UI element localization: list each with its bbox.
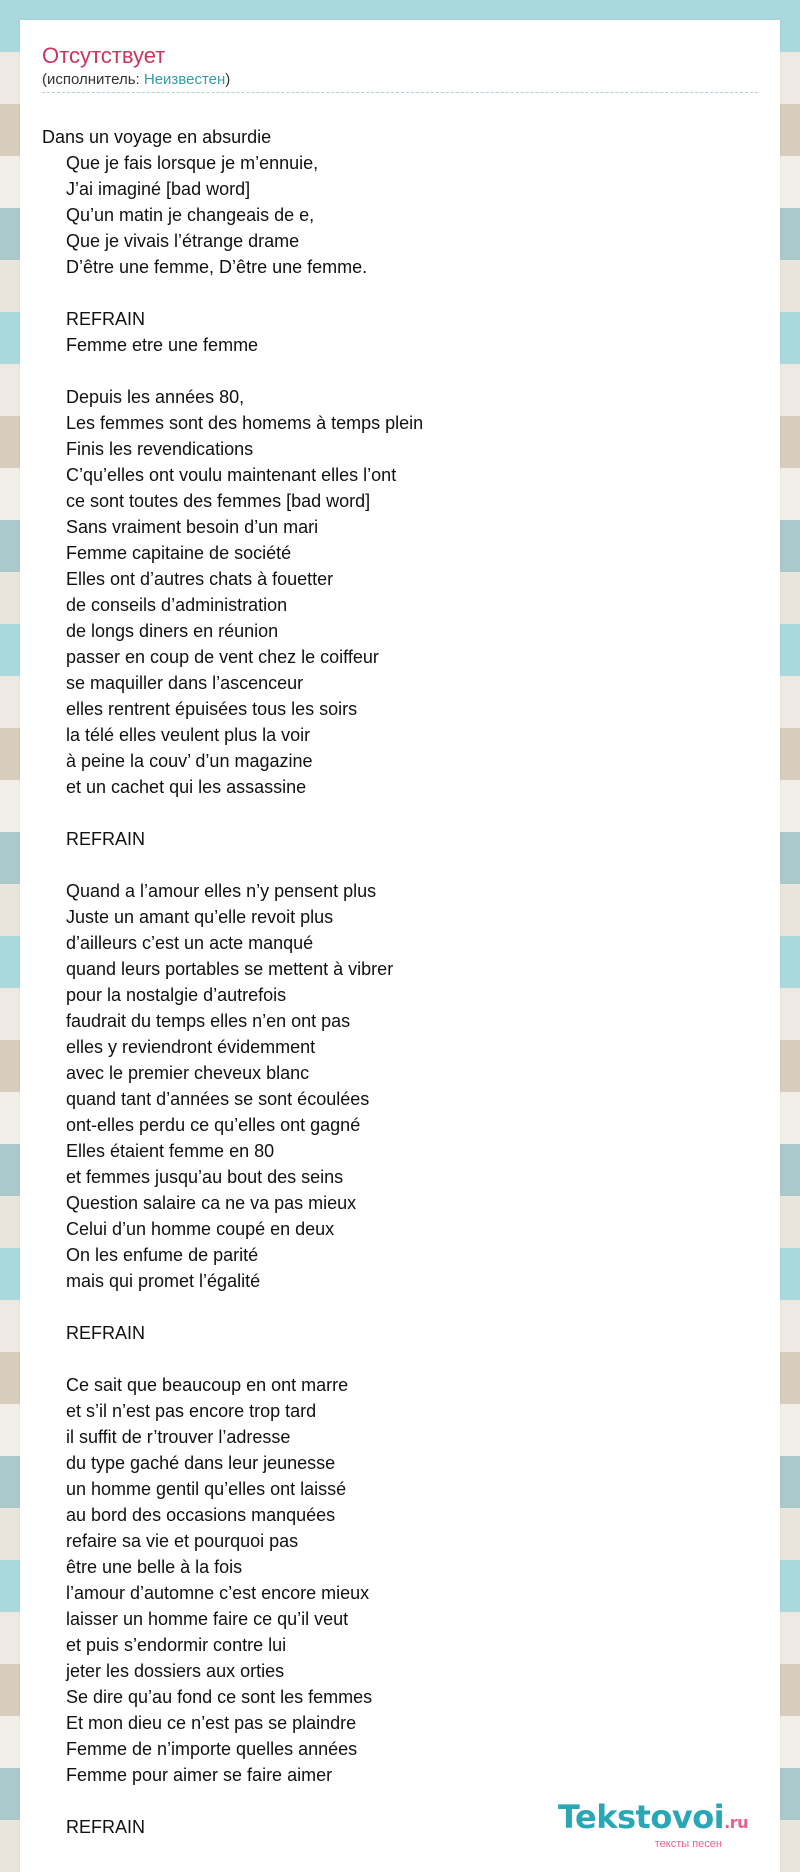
lyric-line: jeter les dossiers aux orties (66, 1661, 285, 1681)
lyrics-body (42, 124, 758, 1840)
artist-link[interactable]: Неизвестен (143, 71, 226, 88)
site-logo[interactable] (558, 1800, 748, 1850)
lyric-line: REFRAIN (66, 309, 146, 329)
lyric-blank-line (42, 358, 758, 384)
lyric-line: Les femmes sont des homems à temps plein (66, 413, 424, 433)
lyric-line: Elles ont d’autres chats à fouetter (66, 569, 334, 589)
logo-tagline: тексты песен (654, 1838, 722, 1850)
lyrics-page (20, 20, 780, 1872)
lyric-line: et femmes jusqu’au bout des seins (66, 1167, 344, 1187)
lyric-line: REFRAIN (66, 1817, 146, 1837)
lyric-line: refaire sa vie et pourquoi pas (66, 1531, 299, 1551)
lyric-blank-line (42, 1346, 758, 1372)
lyric-line: il suffit de r’trouver l’adresse (66, 1427, 291, 1447)
lyric-line: Ce sait que beaucoup en ont marre (66, 1375, 349, 1395)
lyric-line: Se dire qu’au fond ce sont les femmes (66, 1687, 373, 1707)
lyric-line: REFRAIN (66, 829, 146, 849)
lyric-line: elles rentrent épuisées tous les soirs (66, 699, 358, 719)
lyric-line: Celui d’un homme coupé en deux (66, 1219, 335, 1239)
lyric-line: ce sont toutes des femmes [bad word] (66, 491, 371, 511)
lyric-line: de conseils d’administration (66, 595, 288, 615)
lyric-line: C’qu’elles ont voulu maintenant elles l’ont (66, 465, 397, 485)
lyric-line: la télé elles veulent plus la voir (66, 725, 311, 745)
song-header (42, 42, 758, 93)
lyric-line: avec le premier cheveux blanc (66, 1063, 310, 1083)
lyric-line: Femme pour aimer se faire aimer (66, 1765, 333, 1785)
lyric-line: Et mon dieu ce n’est pas se plaindre (66, 1713, 357, 1733)
lyric-line: Femme de n’importe quelles années (66, 1739, 358, 1759)
lyric-blank-line (42, 280, 758, 306)
logo-tld: .ru (724, 1813, 748, 1832)
lyric-line: faudrait du temps elles n’en ont pas (66, 1011, 351, 1031)
lyric-line: Que je fais lorsque je m’ennuie, (66, 153, 319, 173)
lyric-line: et puis s’endormir contre lui (66, 1635, 287, 1655)
lyric-blank-line (42, 800, 758, 826)
lyric-line: être une belle à la fois (66, 1557, 243, 1577)
lyric-line: REFRAIN (66, 1323, 146, 1343)
lyric-line: pour la nostalgie d’autrefois (66, 985, 287, 1005)
lyric-line: et s’il n’est pas encore trop tard (66, 1401, 317, 1421)
lyric-line: l’amour d’automne c’est encore mieux (66, 1583, 370, 1603)
artist-line (42, 70, 758, 90)
lyric-line: Juste un amant qu’elle revoit plus (66, 907, 334, 927)
lyric-line: passer en coup de vent chez le coiffeur (66, 647, 379, 667)
artist-suffix: ) (225, 71, 231, 88)
lyric-line: Question salaire ca ne va pas mieux (66, 1193, 357, 1213)
lyric-line: de longs diners en réunion (66, 621, 279, 641)
lyric-line: J’ai imaginé [bad word] (66, 179, 251, 199)
lyric-line: Depuis les années 80, (66, 387, 245, 407)
lyric-line: D’être une femme, D’être une femme. (66, 257, 368, 277)
lyric-line: Elles étaient femme en 80 (66, 1141, 275, 1161)
lyric-line: laisser un homme faire ce qu’il veut (66, 1609, 349, 1629)
lyric-line: à peine la couv’ d’un magazine (66, 751, 313, 771)
lyric-line: un homme gentil qu’elles ont laissé (66, 1479, 347, 1499)
lyric-line: Finis les revendications (66, 439, 254, 459)
logo-main-text: Tekstovoi (557, 1798, 725, 1836)
lyric-line: On les enfume de parité (66, 1245, 259, 1265)
lyric-line: Quand a l’amour elles n’y pensent plus (66, 881, 377, 901)
lyric-line: du type gaché dans leur jeunesse (66, 1453, 336, 1473)
lyric-line: ont-elles perdu ce qu’elles ont gagné (66, 1115, 361, 1135)
lyric-line: Sans vraiment besoin d’un mari (66, 517, 319, 537)
lyric-line: elles y reviendront évidemment (66, 1037, 316, 1057)
artist-prefix: (исполнитель: (42, 71, 144, 88)
lyric-line: Que je vivais l’étrange drame (66, 231, 300, 251)
lyric-line: Dans un voyage en absurdie (42, 127, 272, 147)
lyric-blank-line (42, 852, 758, 878)
lyric-line: se maquiller dans l’ascenceur (66, 673, 304, 693)
lyric-line: au bord des occasions manquées (66, 1505, 336, 1525)
lyric-line: Femme capitaine de société (66, 543, 292, 563)
lyric-line: Femme etre une femme (66, 335, 259, 355)
lyric-line: mais qui promet l’égalité (66, 1271, 261, 1291)
lyric-blank-line (42, 1294, 758, 1320)
song-title: Отсутствует (42, 43, 166, 68)
lyric-line: d’ailleurs c’est un acte manqué (66, 933, 314, 953)
lyric-line: quand tant d’années se sont écoulées (66, 1089, 370, 1109)
lyric-line: quand leurs portables se mettent à vibrer (66, 959, 394, 979)
logo-wordmark (558, 1800, 748, 1840)
lyric-line: Qu’un matin je changeais de e, (66, 205, 315, 225)
lyric-line: et un cachet qui les assassine (66, 777, 307, 797)
